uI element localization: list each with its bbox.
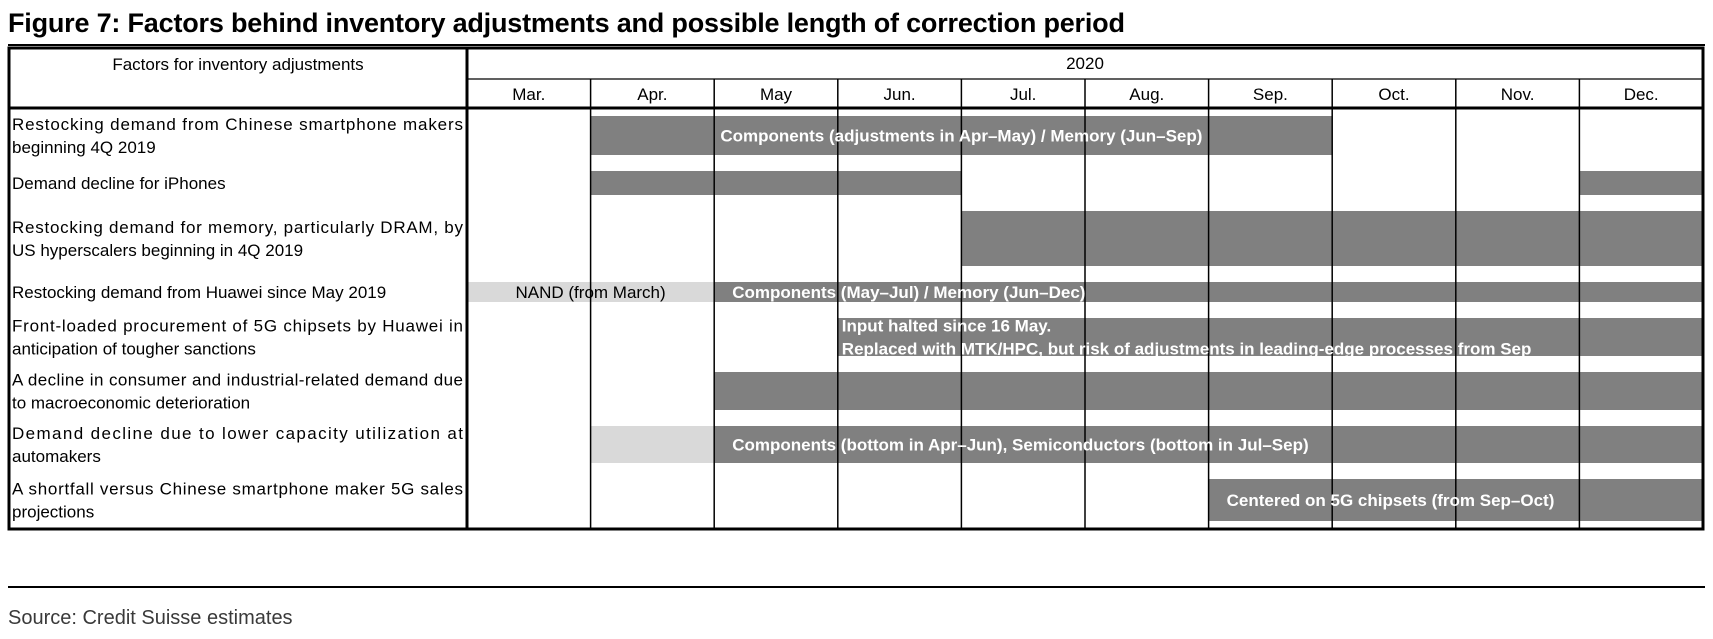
row-label: Restocking demand from Chinese smartphone makers [12, 115, 463, 134]
month-header: Aug. [1129, 85, 1165, 104]
row-label: Restocking demand from Huawei since May 2019 [12, 283, 387, 302]
row-label: Restocking demand for memory, particularly DRAM, by [12, 218, 463, 237]
month-header: Apr. [637, 85, 668, 104]
row-label: US hyperscalers beginning in 4Q 2019 [12, 241, 304, 260]
row-label: Front-loaded procurement of 5G chipsets by Huawei in [12, 316, 463, 336]
row-label: beginning 4Q 2019 [12, 138, 156, 157]
bar-label: Components (adjustments in Apr–May) / Memory (Jun–Sep) [720, 126, 1203, 146]
row-label: A decline in consumer and industrial-related demand due [12, 370, 463, 390]
month-header: Jun. [883, 85, 916, 104]
month-header: May [759, 85, 793, 104]
row-label: projections [12, 502, 95, 522]
row-label: to macroeconomic deterioration [12, 393, 251, 413]
month-header: Mar. [512, 85, 546, 104]
factor-column-header: Factors for inventory adjustments [112, 55, 364, 74]
bar-label: Components (bottom in Apr–Jun), Semiconductors (bottom in Jul–Sep) [732, 435, 1309, 455]
month-header: Sep. [1252, 85, 1288, 104]
gantt-bar [591, 426, 715, 463]
bar-label: Replaced with MTK/HPC, but risk of adjustments in leading-edge processes from Sep [841, 339, 1532, 359]
row-label: automakers [12, 447, 101, 466]
gantt-bar [591, 171, 962, 195]
month-header: Oct. [1378, 85, 1410, 104]
row-label: anticipation of tougher sanctions [12, 339, 256, 359]
bar-label: Centered on 5G chipsets (from Sep–Oct) [1226, 491, 1555, 510]
bar-label: Input halted since 16 May. [841, 316, 1052, 336]
row-label: A shortfall versus Chinese smartphone maker 5G sales [12, 479, 463, 499]
year-header: 2020 [1066, 54, 1104, 73]
bottom-rule [8, 586, 1705, 588]
month-header: Dec. [1623, 85, 1659, 104]
month-header: Nov. [1500, 85, 1535, 104]
bar-label: Components (May–Jul) / Memory (Jun–Dec) [732, 283, 1086, 302]
gantt-bar [1579, 171, 1703, 195]
row-label: Demand decline due to lower capacity utilization at [12, 424, 463, 443]
source-note: Source: Credit Suisse estimates [8, 607, 293, 629]
figure-title: Figure 7: Factors behind inventory adjustments and possible length of correction period [8, 8, 1125, 38]
bar-label: NAND (from March) [515, 283, 666, 302]
month-header: Jul. [1009, 85, 1037, 104]
row-label: Demand decline for iPhones [12, 174, 226, 193]
